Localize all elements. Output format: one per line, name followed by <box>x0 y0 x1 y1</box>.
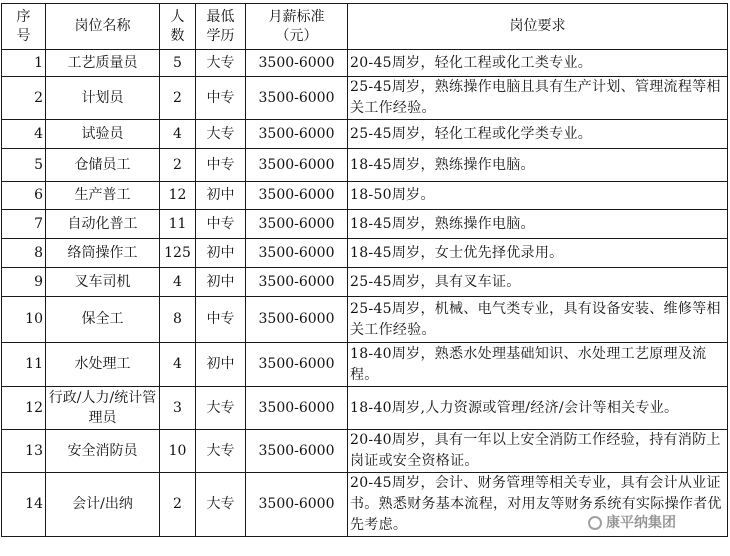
table-header-row <box>2 4 728 50</box>
table-row <box>2 120 728 149</box>
cell-salary: 3500-6000 <box>246 343 348 387</box>
cell-seq: 7 <box>2 210 46 239</box>
cell-salary: 3500-6000 <box>246 387 348 430</box>
cell-salary: 3500-6000 <box>246 50 348 77</box>
cell-position: 试验员 <box>46 120 160 149</box>
cell-seq: 11 <box>2 343 46 387</box>
cell-count: 4 <box>160 120 196 149</box>
cell-edu: 初中 <box>196 268 246 297</box>
cell-requirement: 25-45周岁，具有叉车证。 <box>348 268 728 297</box>
cell-requirement: 18-45周岁，熟练操作电脑。 <box>348 210 728 239</box>
cell-count: 12 <box>160 182 196 210</box>
header-edu: 最低 学历 <box>196 4 246 50</box>
cell-seq: 6 <box>2 182 46 210</box>
cell-salary: 3500-6000 <box>246 120 348 149</box>
table-row <box>2 182 728 210</box>
table-row <box>2 239 728 268</box>
cell-salary: 3500-6000 <box>246 239 348 268</box>
cell-edu: 中专 <box>196 297 246 343</box>
cell-salary: 3500-6000 <box>246 268 348 297</box>
header-seq: 序 号 <box>2 4 46 50</box>
job-table-container <box>1 3 728 537</box>
cell-salary: 3500-6000 <box>246 473 348 537</box>
cell-edu: 初中 <box>196 182 246 210</box>
wechat-gear-icon <box>588 516 602 530</box>
cell-edu: 中专 <box>196 210 246 239</box>
cell-salary: 3500-6000 <box>246 430 348 473</box>
cell-edu: 大专 <box>196 387 246 430</box>
cell-edu: 大专 <box>196 430 246 473</box>
table-row <box>2 210 728 239</box>
cell-count: 11 <box>160 210 196 239</box>
cell-position: 计划员 <box>46 77 160 120</box>
cell-seq: 1 <box>2 50 46 77</box>
cell-position: 安全消防员 <box>46 430 160 473</box>
cell-count: 125 <box>160 239 196 268</box>
cell-requirement: 20-45周岁，轻化工程或化工类专业。 <box>348 50 728 77</box>
table-row <box>2 268 728 297</box>
cell-seq: 2 <box>2 77 46 120</box>
watermark-text: 康平纳集团 <box>606 515 676 531</box>
cell-seq: 5 <box>2 149 46 182</box>
cell-edu: 初中 <box>196 343 246 387</box>
cell-count: 3 <box>160 387 196 430</box>
cell-edu: 初中 <box>196 239 246 268</box>
cell-count: 2 <box>160 77 196 120</box>
cell-count: 4 <box>160 343 196 387</box>
cell-edu: 大专 <box>196 473 246 537</box>
cell-position: 自动化普工 <box>46 210 160 239</box>
cell-count: 8 <box>160 297 196 343</box>
cell-position: 工艺质量员 <box>46 50 160 77</box>
cell-position: 生产普工 <box>46 182 160 210</box>
cell-count: 10 <box>160 430 196 473</box>
cell-position: 叉车司机 <box>46 268 160 297</box>
cell-salary: 3500-6000 <box>246 149 348 182</box>
cell-count: 2 <box>160 149 196 182</box>
cell-seq: 12 <box>2 387 46 430</box>
header-salary: 月薪标准 （元） <box>246 4 348 50</box>
cell-count: 4 <box>160 268 196 297</box>
cell-requirement: 25-45周岁，机械、电气类专业，具有设备安装、维修等相关工作经验。 <box>348 297 728 343</box>
cell-seq: 8 <box>2 239 46 268</box>
cell-requirement: 18-45周岁，女士优先择优录用。 <box>348 239 728 268</box>
cell-seq: 4 <box>2 120 46 149</box>
cell-seq: 14 <box>2 473 46 537</box>
cell-salary: 3500-6000 <box>246 210 348 239</box>
cell-requirement: 18-40周岁,人力资源或管理/经济/会计等相关专业。 <box>348 387 728 430</box>
cell-seq: 9 <box>2 268 46 297</box>
cell-position: 络筒操作工 <box>46 239 160 268</box>
cell-edu: 中专 <box>196 149 246 182</box>
cell-requirement: 25-45周岁，轻化工程或化学类专业。 <box>348 120 728 149</box>
table-row <box>2 77 728 120</box>
table-row <box>2 387 728 430</box>
cell-position: 保全工 <box>46 297 160 343</box>
watermark <box>588 512 676 532</box>
cell-position: 会计/出纳 <box>46 473 160 537</box>
cell-count: 5 <box>160 50 196 77</box>
table-row <box>2 149 728 182</box>
job-table <box>1 3 728 537</box>
cell-edu: 大专 <box>196 50 246 77</box>
cell-requirement: 18-40周岁，熟悉水处理基础知识、水处理工艺原理及流程。 <box>348 343 728 387</box>
header-position: 岗位名称 <box>46 4 160 50</box>
cell-salary: 3500-6000 <box>246 77 348 120</box>
cell-requirement: 18-45周岁，熟练操作电脑。 <box>348 149 728 182</box>
table-row <box>2 343 728 387</box>
table-row <box>2 50 728 77</box>
cell-salary: 3500-6000 <box>246 182 348 210</box>
cell-seq: 13 <box>2 430 46 473</box>
table-row <box>2 297 728 343</box>
cell-requirement: 25-45周岁，熟练操作电脑且具有生产计划、管理流程等相关工作经验。 <box>348 77 728 120</box>
cell-requirement: 20-45周岁，会计、财务管理等相关专业，具有会计从业证书。熟悉财务基本流程，对用友等财务系统有实际操作者优先考虑。 <box>348 473 728 537</box>
cell-requirement: 18-50周岁。 <box>348 182 728 210</box>
cell-salary: 3500-6000 <box>246 297 348 343</box>
cell-seq: 10 <box>2 297 46 343</box>
table-row <box>2 430 728 473</box>
cell-position: 行政/人力/统计管理员 <box>46 387 160 430</box>
cell-edu: 大专 <box>196 120 246 149</box>
cell-position: 仓储员工 <box>46 149 160 182</box>
header-count: 人 数 <box>160 4 196 50</box>
cell-edu: 中专 <box>196 77 246 120</box>
cell-requirement: 20-40周岁，具有一年以上安全消防工作经验，持有消防上岗证或安全资格证。 <box>348 430 728 473</box>
cell-position: 水处理工 <box>46 343 160 387</box>
cell-count: 2 <box>160 473 196 537</box>
header-requirement: 岗位要求 <box>348 4 728 50</box>
